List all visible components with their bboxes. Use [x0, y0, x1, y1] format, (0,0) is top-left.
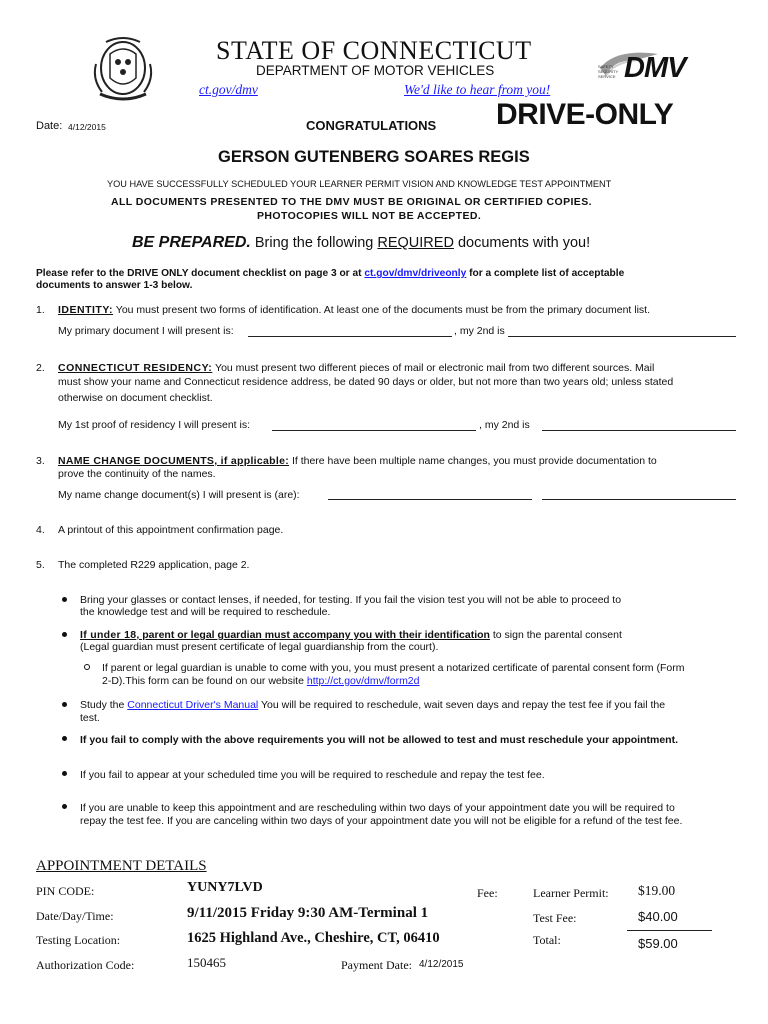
- glasses-line-2: the knowledge test and will be required to reschedule.: [80, 606, 331, 618]
- payment-date-label: Payment Date:: [341, 958, 412, 972]
- congratulations-heading: CONGRATULATIONS: [306, 118, 437, 133]
- residency-proof-label: My 1st proof of residency I will present is:: [58, 419, 250, 431]
- payment-date-value: 4/12/2015: [419, 959, 464, 970]
- second-document-field[interactable]: [508, 336, 736, 337]
- name-change-label: My name change document(s) I will present is (are):: [58, 489, 300, 501]
- drivers-manual-link[interactable]: Connecticut Driver's Manual: [127, 699, 259, 711]
- under-18-bold: If under 18: [80, 629, 137, 641]
- item-2-number: 2.: [36, 362, 45, 374]
- location-value: 1625 Highland Ave., Cheshire, CT, 06410: [187, 930, 440, 946]
- refer-pre: Please refer to the DRIVE ONLY document checklist on page 3 or at: [36, 268, 365, 279]
- bullet-under-18: [62, 632, 67, 637]
- be-prepared-line: [132, 234, 590, 252]
- total-value: $59.00: [638, 936, 678, 951]
- identity-desc: You must present two forms of identification. At least one of the documents must be from the primary document list.: [113, 304, 650, 316]
- glasses-line-1: Bring your glasses or contact lenses, if needed, for testing. If you fail the vision test you will not be able to proceed to: [80, 594, 622, 606]
- be-prepared-post: documents with you!: [453, 235, 591, 251]
- pin-label: PIN CODE:: [36, 884, 95, 898]
- applicant-name: GERSON GUTENBERG SOARES REGIS: [218, 148, 530, 166]
- be-prepared-pre: Bring the following: [250, 235, 378, 251]
- dmv-logo-text: DMV: [624, 52, 686, 84]
- state-seal: [88, 34, 158, 106]
- bullet-glasses: [62, 597, 67, 602]
- sub-bullet-guardian: [84, 664, 90, 670]
- fail-comply-text: If you fail to comply with the above requirements you will not be allowed to test and must reschedule your appointment.: [80, 734, 678, 746]
- name-change-field-2[interactable]: [542, 499, 736, 500]
- auth-code-value: 150465: [187, 955, 226, 970]
- test-fee-label: Test Fee:: [533, 911, 577, 925]
- refer-line-2: documents to answer 1-3 below.: [36, 280, 193, 291]
- name-change-field-1[interactable]: [328, 499, 532, 500]
- primary-document-field[interactable]: [248, 336, 452, 337]
- fee-total-divider: [627, 930, 712, 931]
- scheduled-message: YOU HAVE SUCCESSFULLY SCHEDULED YOUR LEARNER PERMIT VISION AND KNOWLEDGE TEST APPOINTMENT: [107, 179, 612, 189]
- fee-label: Fee:: [477, 886, 498, 900]
- item-5-text: The completed R229 application, page 2.: [58, 559, 250, 571]
- residency-second-label: , my 2nd is: [479, 419, 530, 431]
- unable-line-1: If you are unable to keep this appointment and are rescheduling within two days of your appointment date you will be required to: [80, 802, 675, 814]
- under-18-guardian: , parent or legal guardian must accompany you with their identification: [136, 629, 490, 641]
- under-18-line-2: (Legal guardian must present certificate of legal guardianship from the court).: [80, 641, 439, 653]
- learner-permit-value: $19.00: [638, 883, 676, 898]
- primary-document-label: My primary document I will present is:: [58, 325, 234, 337]
- date-label: Date:: [36, 120, 63, 132]
- guardian-line-1: If parent or legal guardian is unable to come with you, you must present a notarized certificate of parental consent form (Form: [102, 662, 685, 674]
- be-prepared-required: REQUIRED: [377, 235, 454, 251]
- item-1-number: 1.: [36, 304, 45, 316]
- bullet-unable: [62, 804, 67, 809]
- item-3-line-2: prove the continuity of the names.: [58, 468, 216, 480]
- residency-second-field[interactable]: [542, 430, 736, 431]
- residency-proof-field[interactable]: [272, 430, 476, 431]
- item-2-line-3: otherwise on document checklist.: [58, 392, 213, 404]
- fail-appear-text: If you fail to appear at your scheduled time you will be required to reschedule and repay the test fee.: [80, 769, 545, 781]
- refer-post: for a complete list of acceptable: [466, 268, 625, 279]
- bullet-fail-comply: [62, 736, 67, 741]
- ct-gov-dmv-link[interactable]: ct.gov/dmv: [199, 82, 258, 97]
- bullet-fail-appear: [62, 771, 67, 776]
- study-post: You will be required to reschedule, wait seven days and repay the test fee if you fail the: [258, 699, 666, 711]
- item-4-text: A printout of this appointment confirmation page.: [58, 524, 284, 536]
- datetime-value: 9/11/2015 Friday 9:30 AM-Terminal 1: [187, 905, 429, 921]
- item-1-text: [58, 304, 650, 316]
- drive-only-heading: DRIVE-ONLY: [496, 98, 674, 131]
- date-value: 4/12/2015: [68, 122, 106, 132]
- item-3-number: 3.: [36, 455, 45, 467]
- total-label: Total:: [533, 933, 561, 947]
- test-fee-value: $40.00: [638, 909, 678, 924]
- name-change-desc: If there have been multiple name changes, you must provide documentation to: [289, 455, 657, 467]
- item-4-number: 4.: [36, 524, 45, 536]
- pin-value: YUNY7LVD: [187, 880, 263, 895]
- appointment-heading: APPOINTMENT DETAILS: [36, 858, 207, 874]
- residency-title: CONNECTICUT RESIDENCY:: [58, 362, 213, 374]
- item-3-line-1: [58, 455, 657, 467]
- datetime-label: Date/Day/Time:: [36, 909, 114, 923]
- guardian-line-2: [102, 675, 420, 687]
- study-line-1: [80, 699, 665, 711]
- refer-line-1: [36, 268, 624, 279]
- item-2-line-2: must show your name and Connecticut residence address, be dated 90 days or older, but not more than two years old; unless stated: [58, 376, 674, 388]
- name-change-title: NAME CHANGE DOCUMENTS, if applicable:: [58, 455, 290, 467]
- location-label: Testing Location:: [36, 933, 121, 947]
- guardian-line-2-text: 2-D).This form can be found on our website: [102, 675, 307, 687]
- bullet-study: [62, 702, 67, 707]
- department-name: DEPARTMENT OF MOTOR VEHICLES: [256, 63, 495, 78]
- driveonly-link[interactable]: ct.gov/dmv/driveonly: [364, 268, 467, 279]
- unable-line-2: repay the test fee. If you are canceling within two days of your appointment date you will not be eligible for a refund of the test fee.: [80, 815, 683, 827]
- study-pre: Study the: [80, 699, 128, 711]
- under-18-line-1: [80, 629, 622, 641]
- be-prepared-bold: BE PREPARED.: [132, 234, 251, 251]
- learner-permit-label: Learner Permit:: [533, 886, 609, 900]
- identity-title: IDENTITY:: [58, 304, 114, 316]
- documents-warning-2: PHOTOCOPIES WILL NOT BE ACCEPTED.: [257, 210, 482, 222]
- auth-code-label: Authorization Code:: [36, 958, 135, 972]
- dmv-logo-small-text: SAFETY SECURITY SERVICE: [598, 64, 619, 79]
- item-5-number: 5.: [36, 559, 45, 571]
- form-2d-link[interactable]: http://ct.gov/dmv/form2d: [306, 675, 420, 687]
- state-title: STATE OF CONNECTICUT: [216, 36, 532, 65]
- under-18-consent: to sign the parental consent: [489, 629, 622, 641]
- documents-warning-1: ALL DOCUMENTS PRESENTED TO THE DMV MUST BE ORIGINAL OR CERTIFIED COPIES.: [111, 196, 592, 208]
- item-2-line-1: [58, 362, 654, 374]
- second-document-label: , my 2nd is: [454, 325, 505, 337]
- study-line-2: test.: [80, 712, 100, 724]
- residency-desc-1: You must present two different pieces of mail or electronic mail from two different sources. Mail: [212, 362, 655, 374]
- feedback-link[interactable]: We'd like to hear from you!: [404, 82, 551, 97]
